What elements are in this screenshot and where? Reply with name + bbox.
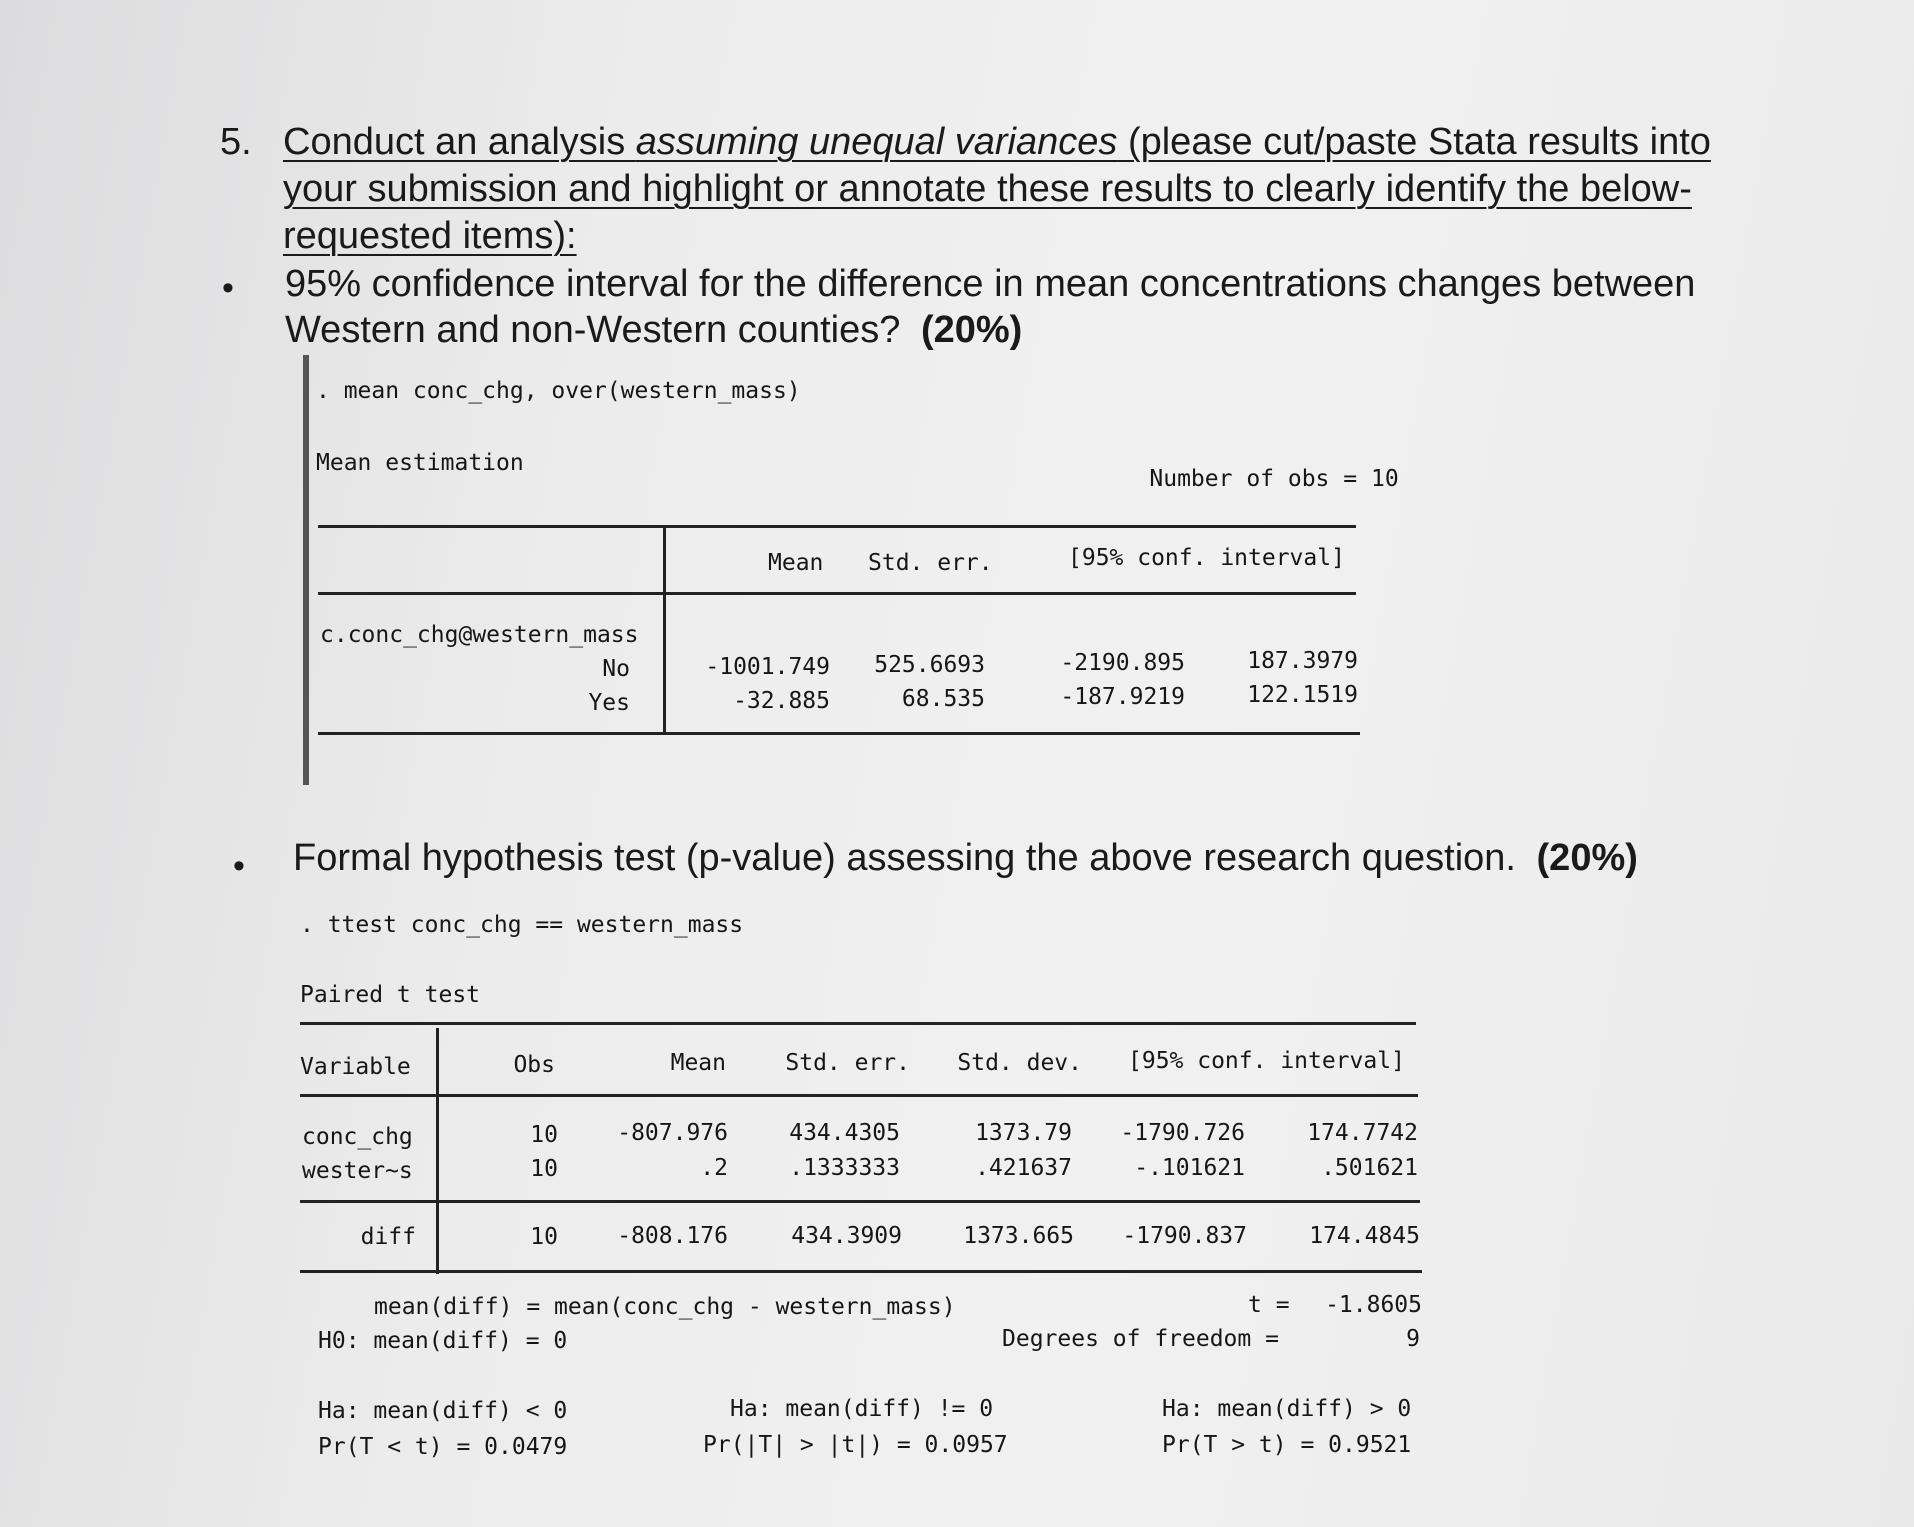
ttest-row-1-sd: 1373.79: [975, 1120, 1072, 1146]
ttest-title: Paired t test: [300, 982, 481, 1008]
ttest-diff-lo: -1790.837: [1122, 1223, 1247, 1249]
ttest-header-se: Std. err.: [785, 1050, 910, 1076]
ttest-diff-obs: 10: [530, 1224, 558, 1250]
ttest-header-sd: Std. dev.: [957, 1050, 1082, 1076]
mean-table-top-rule: [318, 525, 1356, 528]
mean-header-mean: Mean: [768, 550, 824, 576]
mean-nobs-label: Number of obs =: [1149, 466, 1358, 492]
question-italic-phrase: assuming unequal variances: [635, 121, 1118, 163]
mean-row-yes-mean: -32.885: [733, 688, 830, 714]
ttest-row-1-var: conc_chg: [302, 1124, 413, 1150]
mean-row-no-se: 525.6693: [874, 652, 985, 678]
mean-row-yes-lo: -187.9219: [1060, 684, 1185, 710]
mean-row-no-lo: -2190.895: [1060, 650, 1185, 676]
ttest-row-1-se: 434.4305: [789, 1120, 900, 1146]
mean-group-label: c.conc_chg@western_mass: [320, 622, 639, 648]
mean-row-yes-se: 68.535: [901, 686, 985, 712]
bullet-2-text: Formal hypothesis test (p-value) assessing the above research question.: [293, 837, 1516, 879]
mean-row-no-hi: 187.3979: [1247, 648, 1358, 674]
question-line-3: requested items):: [283, 215, 577, 257]
ttest-p-left: Pr(T < t) = 0.0479: [318, 1434, 568, 1460]
mean-nobs: [1094, 440, 1399, 518]
bullet-2-dot: •: [233, 847, 245, 885]
ttest-ha-two: Ha: mean(diff) != 0: [730, 1396, 994, 1422]
ttest-header-variable: Variable: [300, 1054, 411, 1080]
ttest-diff-sd: 1373.665: [963, 1223, 1074, 1249]
ttest-df-label: Degrees of freedom =: [1002, 1326, 1279, 1352]
ttest-row-1-obs: 10: [530, 1122, 558, 1148]
bullet-1-dot: •: [222, 269, 234, 307]
mean-table-header-rule: [318, 592, 1356, 595]
ttest-diff-var: diff: [360, 1224, 416, 1250]
mean-nobs-value: 10: [1370, 466, 1399, 492]
ttest-ha-right: Ha: mean(diff) > 0: [1162, 1396, 1412, 1422]
ttest-row-2-var: wester~s: [302, 1158, 413, 1184]
ttest-header-mean: Mean: [670, 1050, 726, 1076]
ttest-row-2-mean: .2: [700, 1155, 728, 1181]
question-line-1: [283, 118, 1711, 166]
question-line-1-pre: Conduct an analysis: [283, 121, 636, 163]
ttest-top-rule: [300, 1022, 1416, 1025]
bullet-2-line: [293, 834, 1638, 882]
ttest-row-2-sd: .421637: [975, 1155, 1072, 1181]
question-number: 5.: [220, 121, 252, 163]
ttest-header-ci: [95% conf. interval]: [1128, 1048, 1405, 1074]
bullet-2-weight: (20%): [1536, 837, 1638, 879]
mean-title: Mean estimation: [316, 450, 524, 476]
ttest-bottom-rule: [300, 1270, 1422, 1273]
ttest-row-2-lo: -.101621: [1134, 1155, 1245, 1181]
bullet-1-line-1: 95% confidence interval for the difference in mean concentrations changes between: [285, 263, 1696, 305]
question-line-1-post: (please cut/paste Stata results into: [1117, 121, 1711, 163]
ttest-t-value: -1.8605: [1325, 1292, 1422, 1318]
bullet-1-line-2: [285, 306, 1022, 354]
ttest-ha-left: Ha: mean(diff) < 0: [318, 1398, 568, 1424]
ttest-p-two: Pr(|T| > |t|) = 0.0957: [703, 1432, 1008, 1458]
ttest-header-rule: [300, 1094, 1418, 1097]
bullet-1-weight: (20%): [920, 309, 1023, 351]
mean-table-bottom-rule: [318, 732, 1360, 735]
question-line-2: your submission and highlight or annotate these results to clearly identify the below-: [283, 168, 1692, 210]
mean-command: . mean conc_chg, over(western_mass): [316, 378, 801, 404]
ttest-divider: [436, 1028, 439, 1274]
ttest-row-2-obs: 10: [530, 1156, 558, 1182]
mean-header-se: Std. err.: [868, 550, 993, 576]
ttest-diff-mean: -808.176: [617, 1223, 728, 1249]
ttest-t-label: t =: [1248, 1292, 1290, 1318]
ttest-command: . ttest conc_chg == western_mass: [300, 912, 744, 938]
mean-row-no-mean: -1001.749: [705, 654, 830, 680]
mean-table-divider: [663, 525, 666, 735]
mean-header-ci: [95% conf. interval]: [1068, 545, 1345, 571]
ttest-df-value: 9: [1406, 1326, 1420, 1352]
mean-output-left-border: [303, 355, 309, 785]
ttest-row-1-hi: 174.7742: [1307, 1120, 1418, 1146]
mean-row-yes-hi: 122.1519: [1247, 682, 1358, 708]
ttest-diff-top-rule: [300, 1200, 1420, 1203]
ttest-row-1-mean: -807.976: [617, 1120, 728, 1146]
mean-row-no-label: No: [602, 656, 630, 682]
bullet-1-line-2-text: Western and non-Western counties?: [285, 309, 901, 351]
mean-row-yes-label: Yes: [588, 690, 630, 716]
ttest-row-2-se: .1333333: [789, 1155, 900, 1181]
ttest-row-1-lo: -1790.726: [1120, 1120, 1245, 1146]
ttest-p-right: Pr(T > t) = 0.9521: [1162, 1432, 1412, 1458]
ttest-mean-diff-def: mean(diff) = mean(conc_chg - western_mass): [374, 1294, 956, 1320]
ttest-diff-se: 434.3909: [791, 1223, 902, 1249]
ttest-row-2-hi: .501621: [1321, 1155, 1418, 1181]
ttest-diff-hi: 174.4845: [1309, 1223, 1420, 1249]
ttest-header-obs: Obs: [513, 1052, 555, 1078]
ttest-h0: H0: mean(diff) = 0: [318, 1328, 568, 1354]
